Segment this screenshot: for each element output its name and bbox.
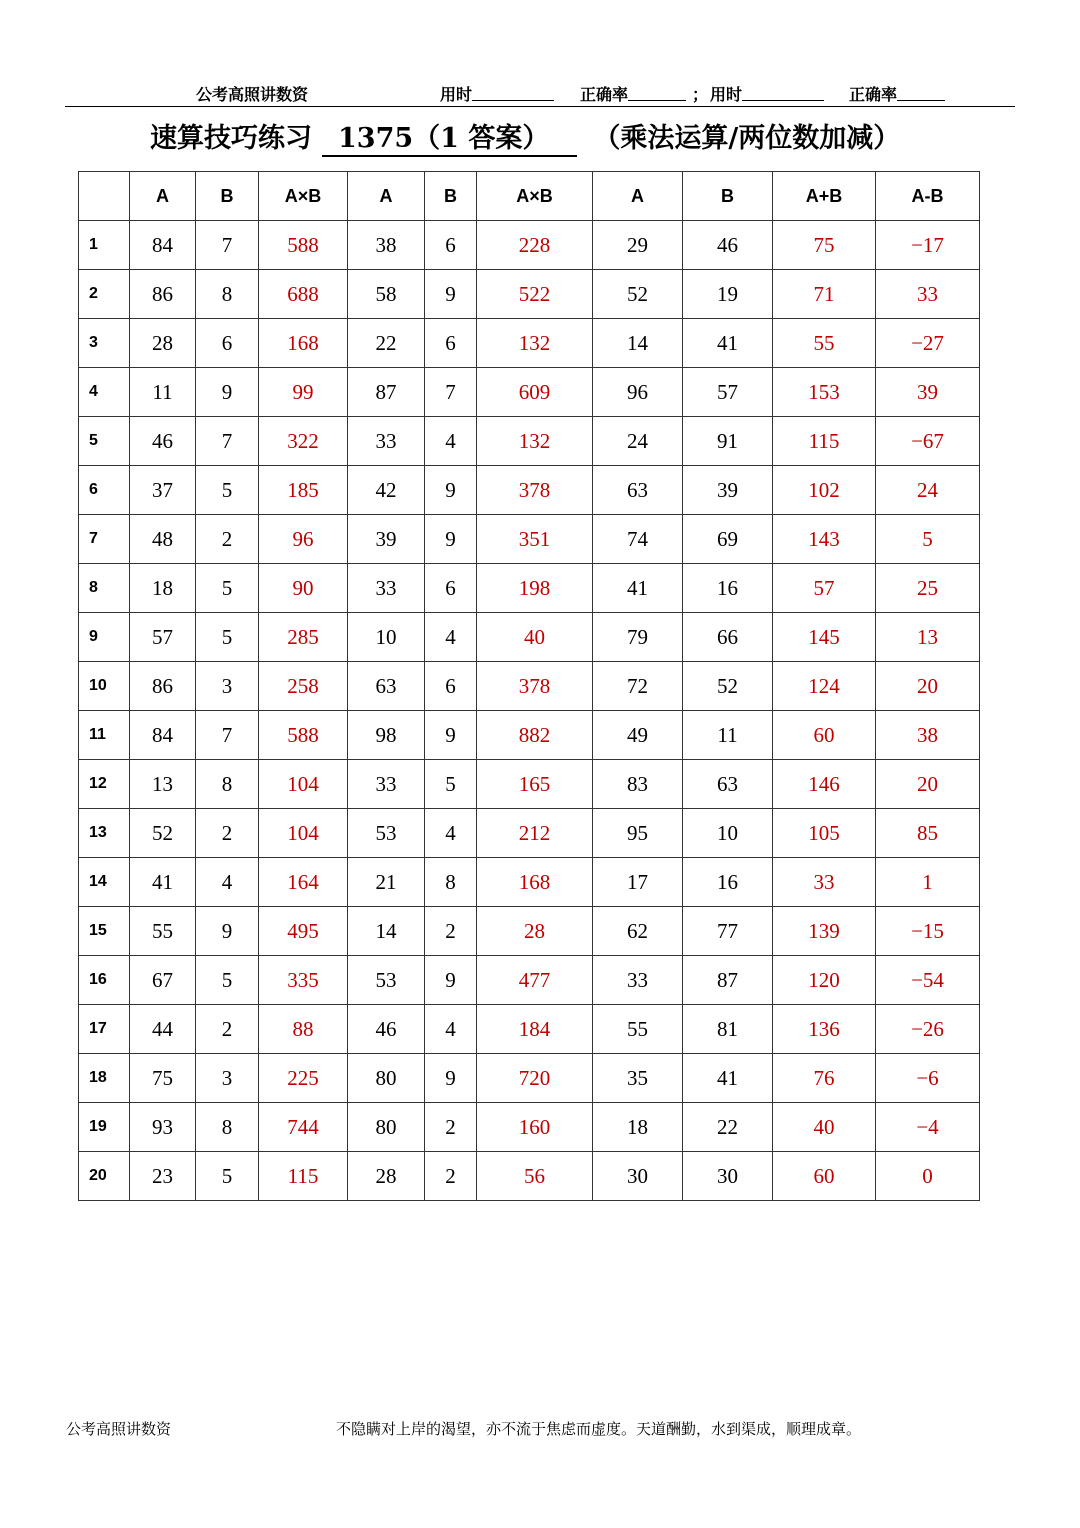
column-header: B (683, 172, 773, 221)
operand-cell: 91 (683, 417, 773, 466)
header-divider (65, 106, 1015, 107)
answer-cell: 146 (773, 760, 876, 809)
operand-cell: 4 (425, 613, 477, 662)
answer-cell: 744 (259, 1103, 348, 1152)
operand-cell: 46 (130, 417, 196, 466)
operand-cell: 6 (425, 221, 477, 270)
answer-cell: 588 (259, 221, 348, 270)
answer-cell: 168 (259, 319, 348, 368)
operand-cell: 3 (196, 662, 259, 711)
operand-cell: 39 (348, 515, 425, 564)
operand-cell: 87 (348, 368, 425, 417)
operand-cell: 18 (130, 564, 196, 613)
operand-cell: 57 (683, 368, 773, 417)
answer-cell: 115 (259, 1152, 348, 1201)
operand-cell: 7 (196, 417, 259, 466)
table-row (79, 956, 980, 1005)
table-row (79, 613, 980, 662)
answer-cell: 28 (477, 907, 593, 956)
answer-cell: −17 (876, 221, 980, 270)
operand-cell: 53 (348, 956, 425, 1005)
page-title (150, 116, 900, 157)
operand-cell: 19 (683, 270, 773, 319)
operand-cell: 52 (593, 270, 683, 319)
operand-cell: 63 (683, 760, 773, 809)
answer-cell: −27 (876, 319, 980, 368)
operand-cell: 86 (130, 270, 196, 319)
table-row (79, 809, 980, 858)
answer-cell: −54 (876, 956, 980, 1005)
operand-cell: 7 (196, 221, 259, 270)
operand-cell: 46 (683, 221, 773, 270)
operand-cell: 80 (348, 1054, 425, 1103)
table-row (79, 662, 980, 711)
operand-cell: 69 (683, 515, 773, 564)
operand-cell: 52 (683, 662, 773, 711)
answer-cell: 160 (477, 1103, 593, 1152)
answer-cell: 285 (259, 613, 348, 662)
answer-cell: −6 (876, 1054, 980, 1103)
operand-cell: 30 (593, 1152, 683, 1201)
row-number: 14 (79, 858, 130, 907)
operand-cell: 87 (683, 956, 773, 1005)
operand-cell: 74 (593, 515, 683, 564)
time-label-1: 用时 (440, 85, 473, 104)
operand-cell: 21 (348, 858, 425, 907)
row-number: 2 (79, 270, 130, 319)
operand-cell: 55 (130, 907, 196, 956)
answer-cell: 99 (259, 368, 348, 417)
answer-cell: 0 (876, 1152, 980, 1201)
table-row (79, 466, 980, 515)
table-row (79, 858, 980, 907)
operand-cell: 33 (348, 564, 425, 613)
operand-cell: 33 (348, 417, 425, 466)
operand-cell: 81 (683, 1005, 773, 1054)
operand-cell: 80 (348, 1103, 425, 1152)
operand-cell: 53 (348, 809, 425, 858)
answer-cell: 40 (477, 613, 593, 662)
column-header: A (593, 172, 683, 221)
operand-cell: 35 (593, 1054, 683, 1103)
row-number: 18 (79, 1054, 130, 1103)
title-code: 1375（1 答案） (322, 116, 577, 157)
answer-cell: 33 (876, 270, 980, 319)
table-row (79, 1152, 980, 1201)
answer-cell: 185 (259, 466, 348, 515)
answer-cell: 13 (876, 613, 980, 662)
answer-cell: 90 (259, 564, 348, 613)
answer-cell: 38 (876, 711, 980, 760)
row-number: 1 (79, 221, 130, 270)
table-row (79, 711, 980, 760)
operand-cell: 4 (196, 858, 259, 907)
operand-cell: 2 (196, 515, 259, 564)
answer-cell: 76 (773, 1054, 876, 1103)
title-main: 速算技巧练习 (150, 123, 312, 154)
row-number: 17 (79, 1005, 130, 1054)
page-header (0, 78, 1080, 106)
operand-cell: 8 (196, 760, 259, 809)
operand-cell: 30 (683, 1152, 773, 1201)
header-separator: ； (692, 85, 709, 104)
operand-cell: 2 (425, 1152, 477, 1201)
footer-motto: 不隐瞒对上岸的渴望，亦不流于焦虑而虚度。天道酬勤，水到渠成，顺理成章。 (336, 1420, 862, 1438)
operand-cell: 96 (593, 368, 683, 417)
operand-cell: 9 (425, 711, 477, 760)
operand-cell: 22 (348, 319, 425, 368)
accuracy-blank-1 (628, 86, 686, 101)
operand-cell: 28 (130, 319, 196, 368)
operand-cell: 41 (130, 858, 196, 907)
column-header: A (130, 172, 196, 221)
accuracy-label-1: 正确率 (580, 85, 629, 104)
operand-cell: 98 (348, 711, 425, 760)
operand-cell: 52 (130, 809, 196, 858)
answer-cell: 33 (773, 858, 876, 907)
operand-cell: 5 (196, 564, 259, 613)
operand-cell: 2 (196, 809, 259, 858)
operand-cell: 28 (348, 1152, 425, 1201)
operand-cell: 6 (425, 319, 477, 368)
operand-cell: 8 (196, 270, 259, 319)
operand-cell: 93 (130, 1103, 196, 1152)
operand-cell: 5 (196, 466, 259, 515)
operand-cell: 17 (593, 858, 683, 907)
operand-cell: 79 (593, 613, 683, 662)
operand-cell: 6 (196, 319, 259, 368)
table-row (79, 1103, 980, 1152)
answer-cell: 5 (876, 515, 980, 564)
table-row (79, 417, 980, 466)
answer-cell: 24 (876, 466, 980, 515)
column-header: A (348, 172, 425, 221)
operand-cell: 72 (593, 662, 683, 711)
operand-cell: 39 (683, 466, 773, 515)
table-row (79, 760, 980, 809)
answer-cell: 165 (477, 760, 593, 809)
operand-cell: 13 (130, 760, 196, 809)
operand-cell: 23 (130, 1152, 196, 1201)
table-header-row (79, 172, 980, 221)
column-header: A+B (773, 172, 876, 221)
column-header: A×B (477, 172, 593, 221)
answer-cell: 164 (259, 858, 348, 907)
answer-cell: 351 (477, 515, 593, 564)
operand-cell: 48 (130, 515, 196, 564)
row-number: 13 (79, 809, 130, 858)
table-row (79, 319, 980, 368)
operand-cell: 24 (593, 417, 683, 466)
answer-cell: 378 (477, 466, 593, 515)
answer-cell: 71 (773, 270, 876, 319)
answer-cell: 102 (773, 466, 876, 515)
operand-cell: 46 (348, 1005, 425, 1054)
operand-cell: 84 (130, 711, 196, 760)
answer-cell: 120 (773, 956, 876, 1005)
operand-cell: 86 (130, 662, 196, 711)
operand-cell: 6 (425, 662, 477, 711)
table-row (79, 270, 980, 319)
answer-cell: 60 (773, 711, 876, 760)
answer-cell: 168 (477, 858, 593, 907)
operand-cell: 22 (683, 1103, 773, 1152)
answer-cell: 378 (477, 662, 593, 711)
table-row (79, 368, 980, 417)
operand-cell: 83 (593, 760, 683, 809)
operand-cell: 84 (130, 221, 196, 270)
answer-cell: 104 (259, 760, 348, 809)
operand-cell: 9 (196, 368, 259, 417)
operand-cell: 33 (348, 760, 425, 809)
operand-cell: 9 (196, 907, 259, 956)
operand-cell: 16 (683, 858, 773, 907)
answer-cell: 88 (259, 1005, 348, 1054)
row-number: 16 (79, 956, 130, 1005)
accuracy-blank-2 (897, 86, 945, 101)
row-number: 20 (79, 1152, 130, 1201)
row-number: 11 (79, 711, 130, 760)
practice-table (78, 171, 980, 1201)
operand-cell: 63 (593, 466, 683, 515)
row-number: 3 (79, 319, 130, 368)
table-row (79, 907, 980, 956)
operand-cell: 33 (593, 956, 683, 1005)
operand-cell: 66 (683, 613, 773, 662)
operand-cell: 62 (593, 907, 683, 956)
answer-cell: −67 (876, 417, 980, 466)
time-field-2 (710, 82, 742, 105)
answer-cell: 75 (773, 221, 876, 270)
row-number: 5 (79, 417, 130, 466)
answer-cell: 25 (876, 564, 980, 613)
answer-cell: 55 (773, 319, 876, 368)
answer-cell: 258 (259, 662, 348, 711)
operand-cell: 29 (593, 221, 683, 270)
answer-cell: 57 (773, 564, 876, 613)
operand-cell: 11 (130, 368, 196, 417)
row-number: 4 (79, 368, 130, 417)
answer-cell: −15 (876, 907, 980, 956)
row-number: 10 (79, 662, 130, 711)
operand-cell: 8 (425, 858, 477, 907)
title-subtitle: （乘法运算/两位数加减） (593, 123, 901, 154)
answer-cell: 104 (259, 809, 348, 858)
answer-cell: 56 (477, 1152, 593, 1201)
row-number: 9 (79, 613, 130, 662)
answer-cell: 153 (773, 368, 876, 417)
time-label-2: 用时 (710, 85, 743, 104)
table-row (79, 515, 980, 564)
time-field-1 (440, 82, 472, 105)
operand-cell: 7 (425, 368, 477, 417)
answer-cell: 225 (259, 1054, 348, 1103)
answer-cell: 39 (876, 368, 980, 417)
operand-cell: 41 (683, 319, 773, 368)
footer-brand: 公考高照讲数资 (66, 1420, 172, 1438)
operand-cell: 75 (130, 1054, 196, 1103)
column-header: A-B (876, 172, 980, 221)
operand-cell: 63 (348, 662, 425, 711)
operand-cell: 16 (683, 564, 773, 613)
operand-cell: 8 (196, 1103, 259, 1152)
answer-cell: −4 (876, 1103, 980, 1152)
answer-cell: 20 (876, 760, 980, 809)
answer-cell: 882 (477, 711, 593, 760)
time-blank-2 (742, 86, 824, 101)
answer-cell: 124 (773, 662, 876, 711)
answer-cell: 588 (259, 711, 348, 760)
accuracy-field-1 (580, 82, 628, 105)
answer-cell: 322 (259, 417, 348, 466)
table-row (79, 1005, 980, 1054)
operand-cell: 4 (425, 1005, 477, 1054)
row-number: 19 (79, 1103, 130, 1152)
operand-cell: 37 (130, 466, 196, 515)
answer-cell: 522 (477, 270, 593, 319)
operand-cell: 9 (425, 515, 477, 564)
answer-cell: 184 (477, 1005, 593, 1054)
answer-cell: 85 (876, 809, 980, 858)
accuracy-field-2 (849, 82, 897, 105)
time-blank-1 (472, 86, 554, 101)
answer-cell: 132 (477, 417, 593, 466)
answer-cell: 115 (773, 417, 876, 466)
operand-cell: 14 (593, 319, 683, 368)
answer-cell: 139 (773, 907, 876, 956)
answer-cell: 688 (259, 270, 348, 319)
answer-cell: 105 (773, 809, 876, 858)
operand-cell: 41 (683, 1054, 773, 1103)
operand-cell: 2 (196, 1005, 259, 1054)
answer-cell: 60 (773, 1152, 876, 1201)
operand-cell: 2 (425, 1103, 477, 1152)
operand-cell: 10 (348, 613, 425, 662)
operand-cell: 42 (348, 466, 425, 515)
operand-cell: 14 (348, 907, 425, 956)
header-brand: 公考高照讲数资 (196, 85, 309, 104)
operand-cell: 9 (425, 956, 477, 1005)
column-header: A×B (259, 172, 348, 221)
answer-cell: 136 (773, 1005, 876, 1054)
row-number: 7 (79, 515, 130, 564)
operand-cell: 4 (425, 809, 477, 858)
operand-cell: 5 (425, 760, 477, 809)
answer-cell: 609 (477, 368, 593, 417)
column-header (79, 172, 130, 221)
answer-cell: 228 (477, 221, 593, 270)
operand-cell: 49 (593, 711, 683, 760)
operand-cell: 38 (348, 221, 425, 270)
row-number: 6 (79, 466, 130, 515)
operand-cell: 67 (130, 956, 196, 1005)
operand-cell: 5 (196, 956, 259, 1005)
answer-cell: 198 (477, 564, 593, 613)
table-body (79, 221, 980, 1201)
answer-cell: 145 (773, 613, 876, 662)
operand-cell: 4 (425, 417, 477, 466)
operand-cell: 55 (593, 1005, 683, 1054)
accuracy-label-2: 正确率 (849, 85, 898, 104)
operand-cell: 95 (593, 809, 683, 858)
operand-cell: 5 (196, 613, 259, 662)
row-number: 8 (79, 564, 130, 613)
row-number: 12 (79, 760, 130, 809)
answer-cell: 720 (477, 1054, 593, 1103)
operand-cell: 9 (425, 466, 477, 515)
answer-cell: −26 (876, 1005, 980, 1054)
row-number: 15 (79, 907, 130, 956)
operand-cell: 5 (196, 1152, 259, 1201)
operand-cell: 77 (683, 907, 773, 956)
operand-cell: 44 (130, 1005, 196, 1054)
operand-cell: 7 (196, 711, 259, 760)
operand-cell: 57 (130, 613, 196, 662)
answer-cell: 477 (477, 956, 593, 1005)
operand-cell: 58 (348, 270, 425, 319)
column-header: B (425, 172, 477, 221)
answer-cell: 212 (477, 809, 593, 858)
column-header: B (196, 172, 259, 221)
operand-cell: 2 (425, 907, 477, 956)
answer-cell: 96 (259, 515, 348, 564)
answer-cell: 335 (259, 956, 348, 1005)
operand-cell: 6 (425, 564, 477, 613)
operand-cell: 18 (593, 1103, 683, 1152)
answer-cell: 132 (477, 319, 593, 368)
operand-cell: 11 (683, 711, 773, 760)
table-row (79, 1054, 980, 1103)
answer-cell: 20 (876, 662, 980, 711)
answer-cell: 1 (876, 858, 980, 907)
table-row (79, 221, 980, 270)
operand-cell: 9 (425, 270, 477, 319)
operand-cell: 9 (425, 1054, 477, 1103)
table-row (79, 564, 980, 613)
answer-cell: 143 (773, 515, 876, 564)
operand-cell: 10 (683, 809, 773, 858)
operand-cell: 3 (196, 1054, 259, 1103)
operand-cell: 41 (593, 564, 683, 613)
answer-cell: 40 (773, 1103, 876, 1152)
answer-cell: 495 (259, 907, 348, 956)
